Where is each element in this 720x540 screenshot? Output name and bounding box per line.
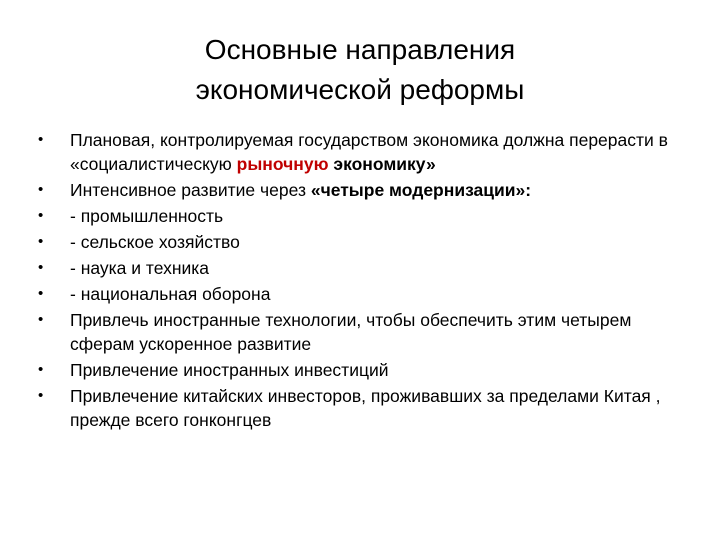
bullet-text [70,128,698,176]
bullet-text: Привлечение иностранных инвестиций [70,360,389,380]
bullet-list [38,128,698,434]
bullet-icon: • [38,311,44,328]
slide-title [60,30,660,110]
bullet-item-chinese-investors [38,384,698,432]
title-line-1: Основные направления [204,34,516,65]
bullet-item-industry [38,204,698,228]
bullet-icon: • [38,131,44,148]
bullet-text-bold: экономику» [328,154,436,174]
bullet-text-part: Интенсивное развитие через [70,180,311,200]
bullet-icon: • [38,259,44,276]
bullet-text: - сельское хозяйство [70,232,240,252]
bullet-item-science [38,256,698,280]
bullet-text: Привлечь иностранные технологии, чтобы обеспечить этим четырем сферам ускоренное развитие [70,310,632,354]
highlight-market-word: рыночную [236,154,329,174]
bullet-item-foreign-tech [38,308,698,356]
bullet-icon: • [38,207,44,224]
bullet-item-foreign-investment [38,358,698,382]
bullet-icon: • [38,387,44,404]
bullet-text: Привлечение китайских инвесторов, проживавших за пределами Китая , прежде всего гонконгцев [70,386,661,430]
bullet-text: - промышленность [70,206,224,226]
bullet-item-agriculture [38,230,698,254]
bullet-item-four-modernizations [38,178,698,202]
bullet-icon: • [38,181,44,198]
bullet-item-planned-economy [38,128,698,176]
bullet-text-bold: «четыре модернизации»: [310,180,532,200]
bullet-item-defense [38,282,698,306]
bullet-icon: • [38,233,44,250]
bullet-text [70,178,698,202]
bullet-text: - национальная оборона [70,284,271,304]
bullet-icon: • [38,285,44,302]
bullet-text: - наука и техника [70,258,210,278]
title-line-2: экономической реформы [195,74,525,105]
bullet-text-part: Плановая, контролируемая государством экономика должна перерасти в «социалистическую [70,130,668,174]
bullet-icon: • [38,361,44,378]
